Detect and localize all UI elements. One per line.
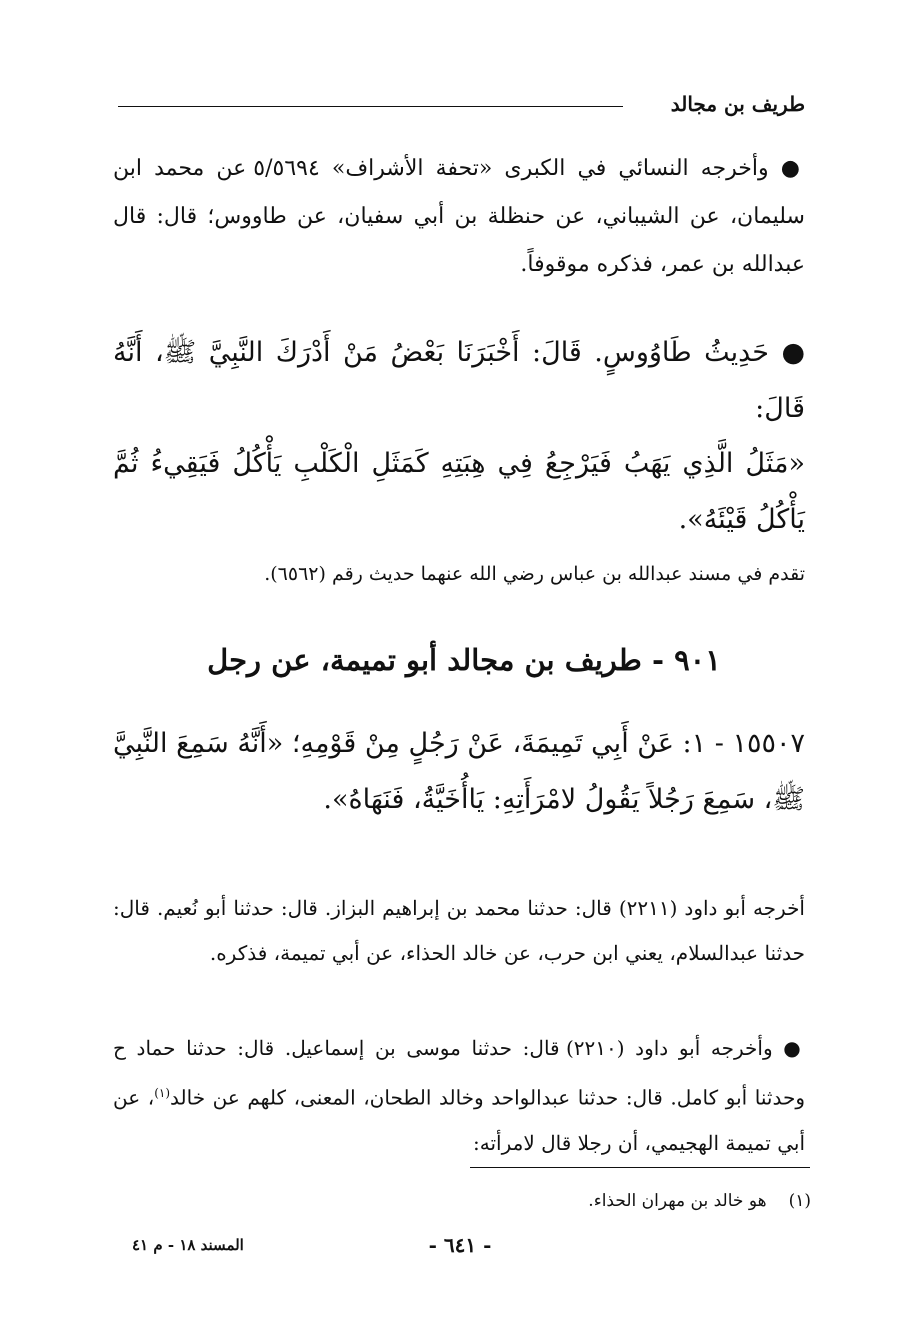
footnote-text: هو خالد بن مهران الحذاء. bbox=[588, 1191, 767, 1211]
hadith-15507-text: ١٥٥٠٧ - ١: عَنْ أَبِي تَمِيمَةَ، عَنْ رَجُلٍ مِنْ قَوْمِهِ؛ «أَنَّهُ سَمِعَ النَّبِيَّ ﷺ، سَمِعَ رَجُلاً يَقُولُ لامْرَأَتِهِ: يَاأُخَيَّةُ، فَنَهَاهُ». bbox=[113, 728, 805, 815]
header-rule bbox=[118, 106, 623, 107]
volume-signature: المسند ١٨ - م ٤١ bbox=[132, 1236, 244, 1254]
takhrij-paragraph-3 bbox=[113, 1026, 805, 1166]
footnote-marker: (١) bbox=[154, 1086, 171, 1100]
footnote-rule bbox=[470, 1167, 810, 1168]
running-header-title: طريف بن مجالد bbox=[670, 92, 805, 116]
paragraph-3-main: ● وأخرجه أبو داود (٢٢١٠) قال: حدثنا موسى بن إسماعيل. قال: حدثنا حماد ح وحدثنا أبو كامل. قال: حدثنا عبدالواحد وخالد الطحان، المعنى، كلهم عن خالد bbox=[113, 1036, 805, 1110]
paragraph-3-tail: ، عن أبي تميمة الهجيمي، أن رجلا قال لامرأته: bbox=[113, 1085, 805, 1155]
page-number: - ٦٤١ - bbox=[428, 1233, 492, 1257]
footnote bbox=[588, 1186, 811, 1216]
footnote-number: (١) bbox=[788, 1191, 811, 1211]
section-heading: ٩٠١ - طريف بن مجالد أبو تميمة، عن رجل bbox=[207, 643, 721, 677]
takhrij-paragraph-2: أخرجه أبو داود (٢٢١١) قال: حدثنا محمد بن إبراهيم البزاز. قال: حدثنا أبو نُعيم. قال: حدثنا عبدالسلام، يعني ابن حرب، عن خالد الحذاء، عن أبي تميمة، فذكره. bbox=[113, 896, 805, 965]
hadith-tawus-intro: ● حَدِيثُ طَاوُوسٍ. قَالَ: أَخْبَرَنَا بَعْضُ مَنْ أَدْرَكَ النَّبِيَّ ﷺ، أَنَّهُ قَالَ: bbox=[113, 337, 805, 424]
takhrij-paragraph-1: ● وأخرجه النسائي في الكبرى «تحفة الأشراف» ٥/٥٦٩٤ عن محمد ابن سليمان، عن الشيباني، عن حنظلة بن أبي سفيان، عن طاووس؛ قال: قال عبدالله بن عمر، فذكره موقوفاً. bbox=[113, 156, 805, 277]
hadith-tawus-text: «مَثَلُ الَّذِي يَهَبُ فَيَرْجِعُ فِي هِبَتِهِ كَمَثَلِ الْكَلْبِ يَأْكُلُ فَيَقِيءُ ثُمَّ يَأْكُلُ قَيْئَهُ». bbox=[113, 448, 805, 535]
cross-reference-note: تقدم في مسند عبدالله بن عباس رضي الله عنهما حديث رقم (٦٥٦٢). bbox=[264, 563, 805, 585]
